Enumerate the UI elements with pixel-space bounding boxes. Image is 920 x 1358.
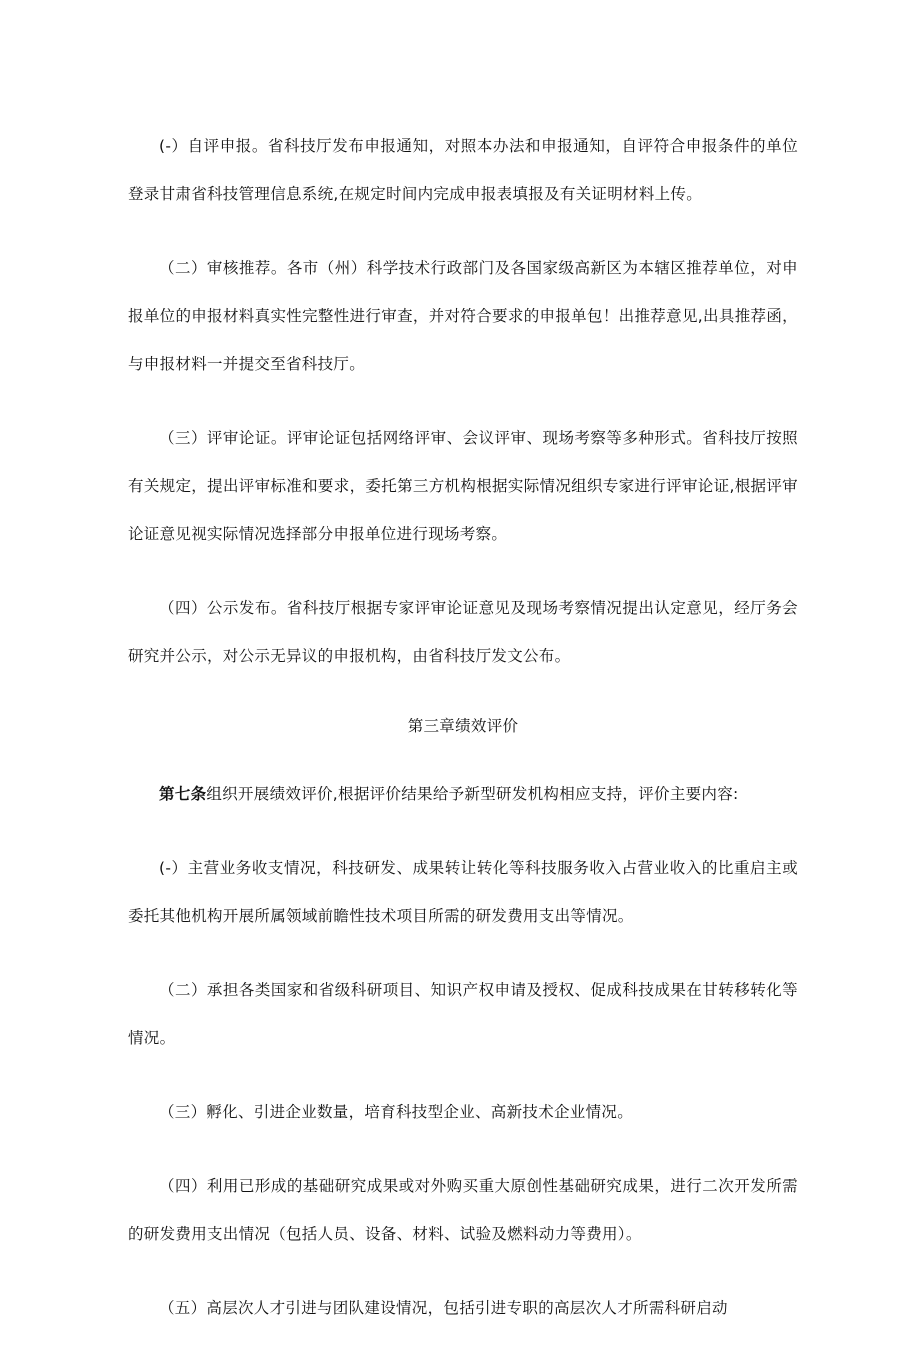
paragraph-main-business: (-）主营业务收支情况，科技研发、成果转让转化等科技服务收入占营业收入的比重启主或委托其他机构开展所属领域前瞻性技术项目所需的研发费用支出等情况。 <box>128 859 798 925</box>
paragraph-talent: （五）高层次人才引进与团队建设情况，包括引进专职的高层次人才所需科研启动 <box>159 1299 728 1317</box>
paragraph-research-projects: （二）承担各类国家和省级科研项目、知识产权申请及授权、促成科技成果在甘转移转化等情况。 <box>128 981 798 1047</box>
article-number: 第七条 <box>159 785 207 803</box>
document-body <box>128 122 798 1358</box>
chapter-heading: 第三章绩效评价 <box>407 717 519 735</box>
article-seven <box>128 770 798 818</box>
paragraph-secondary-development: （四）利用已形成的基础研究成果或对外购买重大原创性基础研究成果，进行二次开发所需的研发费用支出情况（包括人员、设备、材料、试验及燃料动力等费用）。 <box>128 1177 798 1243</box>
paragraph-self-assessment: (-）自评申报。省科技厅发布申报通知，对照本办法和申报通知，自评符合申报条件的单位登录甘肃省科技管理信息系统,在规定时间内完成申报表填报及有关证明材料上传。 <box>128 137 798 203</box>
article-text: 组织开展绩效评价,根据评价结果给予新型研发机构相应支持，评价主要内容: <box>206 785 739 803</box>
paragraph-publication: （四）公示发布。省科技厅根据专家评审论证意见及现场考察情况提出认定意见，经厅务会研究并公示，对公示无异议的申报机构，由省科技厅发文公布。 <box>128 599 798 665</box>
paragraph-incubation: （三）孵化、引进企业数量，培育科技型企业、高新技术企业情况。 <box>159 1103 634 1121</box>
paragraph-evaluation: （三）评审论证。评审论证包括网络评审、会议评审、现场考察等多种形式。省科技厅按照有关规定，提出评审标准和要求，委托第三方机构根据实际情况组织专家进行评审论证,根据评审论证意见视实际情况选择部分申报单位进行现场考察。 <box>128 429 798 543</box>
paragraph-review-recommendation: （二）审核推荐。各市（州）科学技术行政部门及各国家级高新区为本辖区推荐单位，对申报单位的申报材料真实性完整性进行审查，并对符合要求的申报单包！出推荐意见,出具推荐函，与申报材料一并提交至省科技厅。 <box>128 259 798 373</box>
